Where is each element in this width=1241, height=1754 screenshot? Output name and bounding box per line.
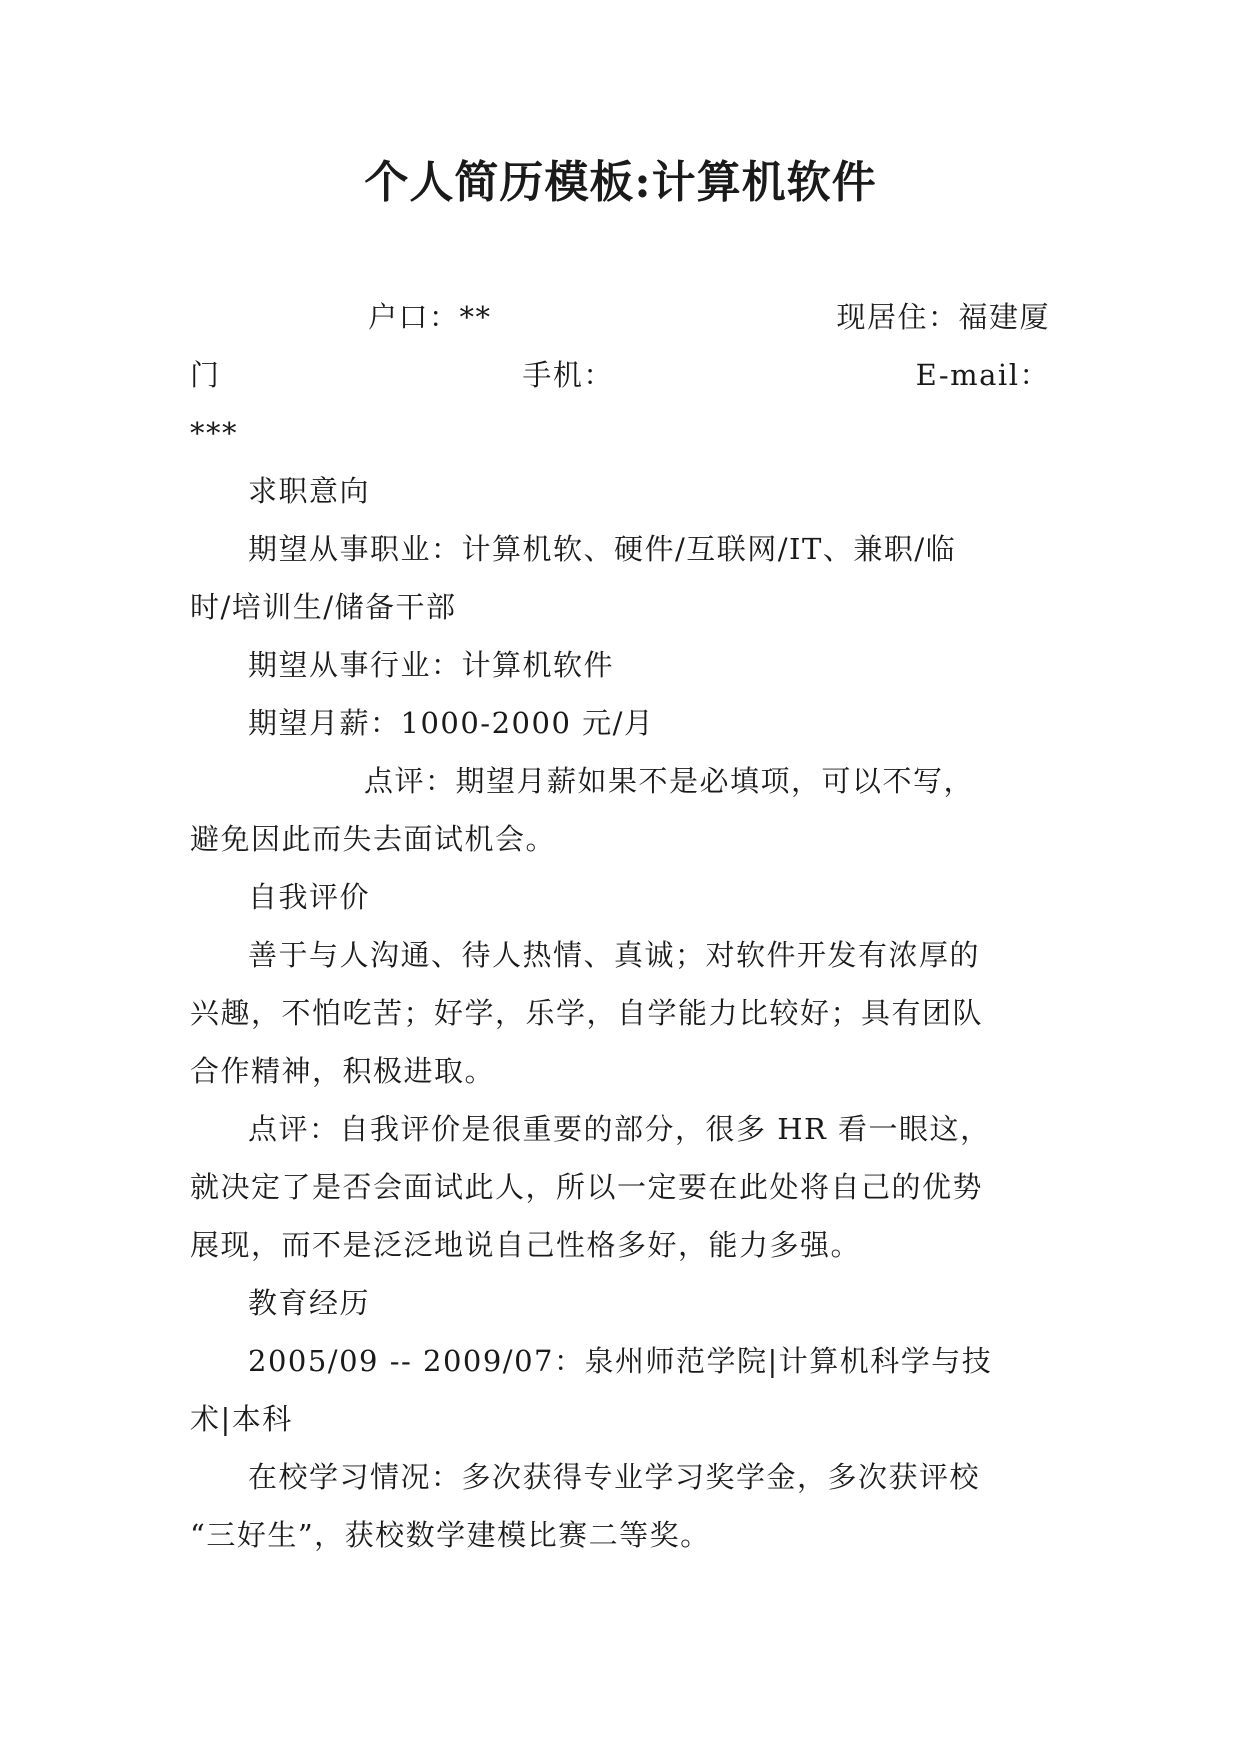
self-eval-comment-3: 展现，而不是泛泛地说自己性格多好，能力多强。 (190, 1228, 862, 1262)
section-heading-education: 教育经历 (248, 1286, 371, 1320)
education-line-2: 术|本科 (190, 1402, 293, 1436)
self-eval-comment-1: 点评：自我评价是很重要的部分，很多 HR 看一眼这， (248, 1112, 991, 1146)
self-eval-line-2: 兴趣，不怕吃苦；好学，乐学，自学能力比较好；具有团队 (190, 996, 984, 1030)
residence-field: 现居住：福建厦 (836, 300, 1050, 334)
study-line-2: “三好生”，获校数学建模比赛二等奖。 (190, 1518, 711, 1552)
phone-field: 手机： (522, 358, 614, 392)
contact-row-1 (190, 288, 1050, 346)
occupation-line-cont: 时/培训生/储备干部 (190, 590, 457, 624)
section-heading-self-eval: 自我评价 (248, 880, 371, 914)
email-field: E-mail： (915, 358, 1050, 392)
salary-line: 期望月薪：1000-2000 元/月 (248, 706, 655, 740)
education-line-1: 2005/09 -- 2009/07：泉州师范学院|计算机科学与技 (248, 1344, 993, 1378)
industry-line: 期望从事行业：计算机软件 (248, 648, 615, 682)
salary-comment: 点评：期望月薪如果不是必填项，可以不写， (364, 764, 975, 798)
self-eval-comment-2: 就决定了是否会面试此人，所以一定要在此处将自己的优势 (190, 1170, 984, 1204)
contact-row-2 (190, 346, 1050, 404)
occupation-line: 期望从事职业：计算机软、硬件/互联网/IT、兼职/临 (248, 532, 957, 566)
study-line-1: 在校学习情况：多次获得专业学习奖学金，多次获评校 (248, 1460, 981, 1494)
salary-comment-cont: 避免因此而失去面试机会。 (190, 822, 557, 856)
resume-content (190, 288, 1050, 1564)
section-heading-job-intent: 求职意向 (248, 474, 371, 508)
self-eval-line-1: 善于与人沟通、待人热情、真诚；对软件开发有浓厚的 (248, 938, 981, 972)
email-value: *** (190, 416, 238, 450)
residence-continued: 门 (190, 358, 221, 392)
page-title: 个人简历模板:计算机软件 (364, 157, 877, 208)
self-eval-line-3: 合作精神，积极进取。 (190, 1054, 496, 1088)
hukou-field: 户口：** (368, 300, 492, 334)
